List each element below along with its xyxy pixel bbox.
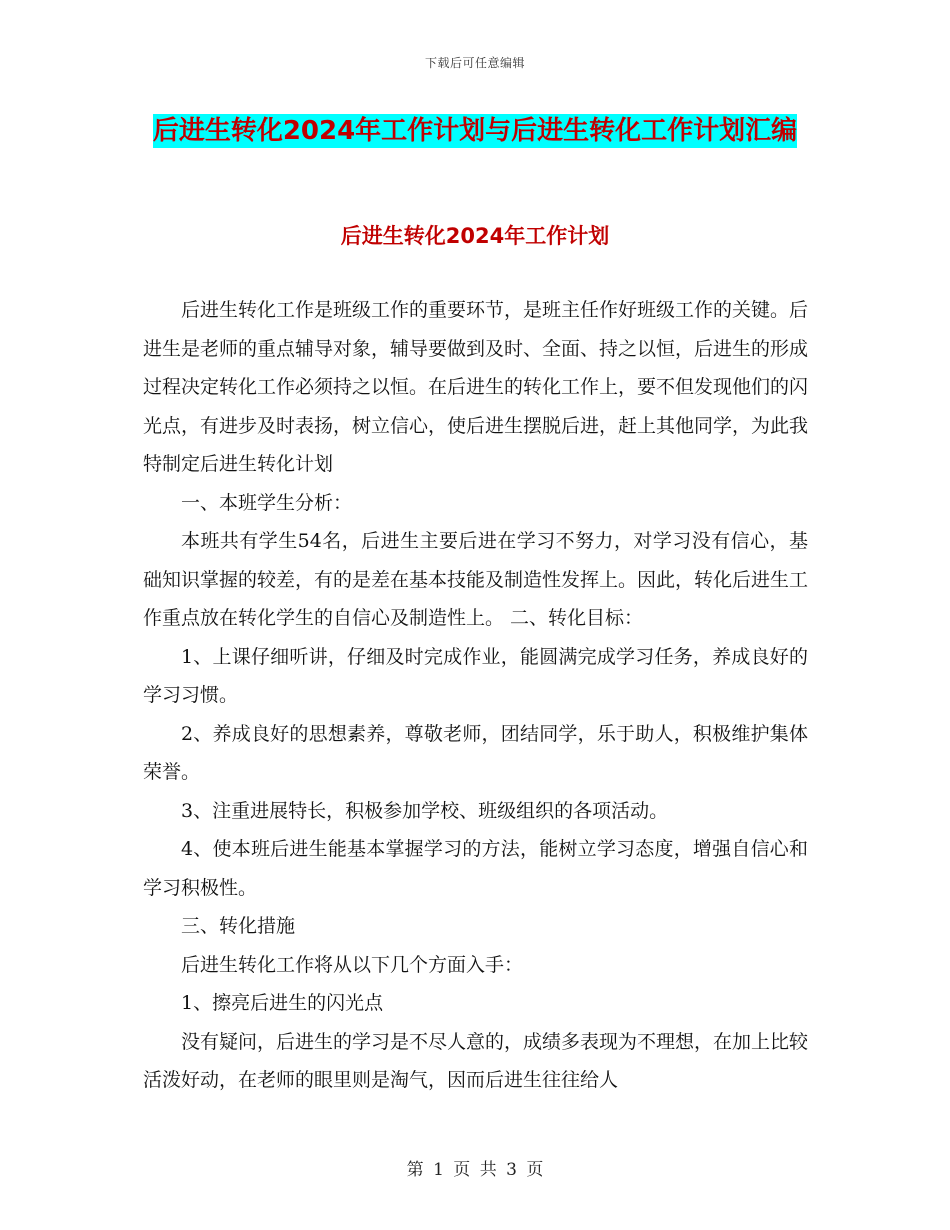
paragraph-goal-4: 4、使本班后进生能基本掌握学习的方法，能树立学习态度，增强自信心和学习积极性。 — [143, 838, 808, 899]
main-title-text: 后进生转化2024年工作计划与后进生转化工作计划汇编 — [152, 116, 798, 146]
section-title: 后进生转化2024年工作计划 — [340, 224, 610, 248]
header-note: 下载后可任意编辑 — [424, 56, 525, 70]
paragraph-measure-1: 1、擦亮后进生的闪光点 — [181, 992, 384, 1014]
paragraph-heading-analysis: 一、本班学生分析： — [181, 491, 353, 514]
page-footer: 第 1 页 共 3 页 — [406, 1160, 544, 1180]
paragraph-heading-measures: 三、转化措施 — [181, 915, 296, 937]
paragraph-measure-1-body: 没有疑问，后进生的学习是不尽人意的，成绩多表现为不理想，在加上比较活泼好动，在老师的眼里则是淘气，因而后进生往往给人 — [143, 1030, 809, 1091]
paragraph-goal-2: 2、养成良好的思想素养，尊敬老师，团结同学，乐于助人，积极维护集体荣誉。 — [143, 722, 808, 783]
paragraph-intro: 后进生转化工作是班级工作的重要环节，是班主任作好班级工作的关键。后进生是老师的重点辅导对象，辅导要做到及时、全面、持之以恒，后进生的形成过程决定转化工作必须持之以恒。在后进生的转化工作上，要不但发现他们的闪光点，有进步及时表扬，树立信心，使后进生摆脱后进，赶上其他同学，为此我特制定后进生转化计划 — [143, 299, 809, 475]
paragraph-goal-1: 1、上课仔细听讲，仔细及时完成作业，能圆满完成学习任务，养成良好的学习习惯。 — [143, 645, 808, 706]
paragraph-measures-intro: 后进生转化工作将从以下几个方面入手： — [181, 953, 524, 976]
main-title — [140, 108, 810, 154]
paragraph-goal-3: 3、注重进展特长，积极参加学校、班级组织的各项活动。 — [181, 799, 669, 822]
body-text — [143, 291, 808, 1100]
paragraph-analysis: 本班共有学生54名，后进生主要后进在学习不努力，对学习没有信心，基础知识掌握的较差，有的是差在基本技能及制造性发挥上。因此，转化后进生工作重点放在转化学生的自信心及制造性上。 二、转化目标： — [143, 530, 809, 629]
